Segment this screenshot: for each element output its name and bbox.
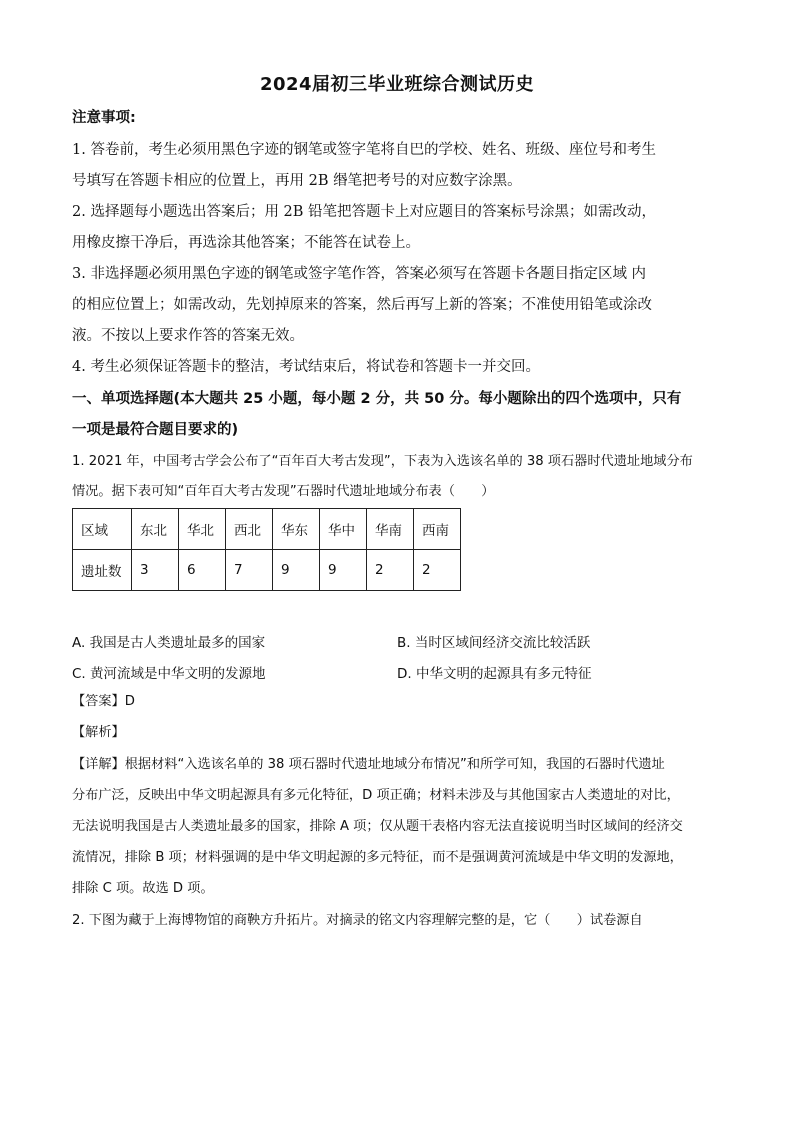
table-cell: 区域 — [73, 509, 132, 550]
table-cell: 华中 — [320, 509, 367, 550]
table-cell: 9 — [273, 550, 320, 591]
table-cell: 华南 — [367, 509, 414, 550]
table-cell: 遗址数 — [73, 550, 132, 591]
table-row — [73, 550, 461, 591]
table-cell: 西南 — [414, 509, 461, 550]
section-heading: 一项是最符合题目要求的) — [72, 422, 239, 438]
table-cell: 6 — [179, 550, 226, 591]
table-cell: 西北 — [226, 509, 273, 550]
notice-line: 3. 非选择题必须用黑色字迹的钢笔或签字笔作答，答案必须写在答题卡各题目指定区域 内 — [72, 266, 647, 282]
notice-line: 用橡皮擦干净后，再选涂其他答案；不能答在试卷上。 — [72, 235, 420, 251]
section-heading: 一、单项选择题(本大题共 25 小题，每小题 2 分，共 50 分。每小题除出的四个选项中，只有 — [72, 391, 682, 407]
answer: 【答案】D — [72, 694, 135, 709]
detail-line: 无法说明我国是古人类遗址最多的国家，排除 A 项；仅从题干表格内容无法直接说明当时区域间的经济交 — [72, 819, 683, 834]
option-d: D. 中华文明的起源具有多元特征 — [397, 666, 592, 682]
table-cell: 华北 — [179, 509, 226, 550]
notice-line: 液。不按以上要求作答的答案无效。 — [72, 328, 304, 344]
notice-heading: 注意事项: — [72, 110, 136, 126]
question-stem: 1. 2021 年，中国考古学会公布了“百年百大考古发现”，下表为入选该名单的 38 项石器时代遗址地域分布 — [72, 454, 693, 469]
question-stem: 2. 下图为藏于上海博物馆的商鞅方升拓片。对摘录的铭文内容理解完整的是，它（ ）试卷源自 — [72, 913, 643, 928]
page-title: 2024届初三毕业班综合测试历史 — [259, 74, 535, 95]
table-cell: 2 — [367, 550, 414, 591]
option-c: C. 黄河流域是中华文明的发源地 — [72, 666, 266, 682]
analysis-label: 【解析】 — [72, 725, 125, 740]
table-cell: 9 — [320, 550, 367, 591]
distribution-table — [72, 508, 461, 591]
table-cell: 7 — [226, 550, 273, 591]
notice-line: 1. 答卷前，考生必须用黑色字迹的钢笔或签字笔将自巴的学校、姓名、班级、座位号和考生 — [72, 142, 656, 158]
table-cell: 3 — [132, 550, 179, 591]
table-cell: 华东 — [273, 509, 320, 550]
notice-line: 2. 选择题每小题选出答案后；用 2B 铅笔把答题卡上对应题目的答案标号涂黑；如需改动， — [72, 204, 657, 220]
table-cell: 东北 — [132, 509, 179, 550]
notice-line: 的相应位置上；如需改动，先划掉原来的答案，然后再写上新的答案；不准使用铅笔或涂改 — [72, 297, 652, 313]
option-b: B. 当时区域间经济交流比较活跃 — [397, 635, 591, 651]
notice-line: 号填写在答题卡相应的位置上，再用 2B 缗笔把考号的对应数字涂黑。 — [72, 173, 522, 189]
detail-line: 排除 C 项。故选 D 项。 — [72, 881, 214, 896]
table-row — [73, 509, 461, 550]
detail-line: 分布广泛，反映出中华文明起源具有多元化特征，D 项正确；材料未涉及与其他国家古人类遗址的对比， — [72, 788, 680, 803]
table-cell: 2 — [414, 550, 461, 591]
detail-line: 流情况，排除 B 项；材料强调的是中华文明起源的多元特征，而不是强调黄河流域是中华文明的发源地， — [72, 850, 683, 865]
option-a: A. 我国是古人类遗址最多的国家 — [72, 635, 266, 651]
detail-line: 【详解】根据材料“入选该名单的 38 项石器时代遗址地域分布情况”和所学可知，我国的石器时代遗址 — [72, 757, 665, 772]
notice-line: 4. 考生必须保证答题卡的整洁，考试结束后，将试卷和答题卡一并交回。 — [72, 359, 540, 375]
question-stem: 情况。据下表可知“百年百大考古发现”石器时代遗址地域分布表（ ） — [72, 484, 495, 499]
